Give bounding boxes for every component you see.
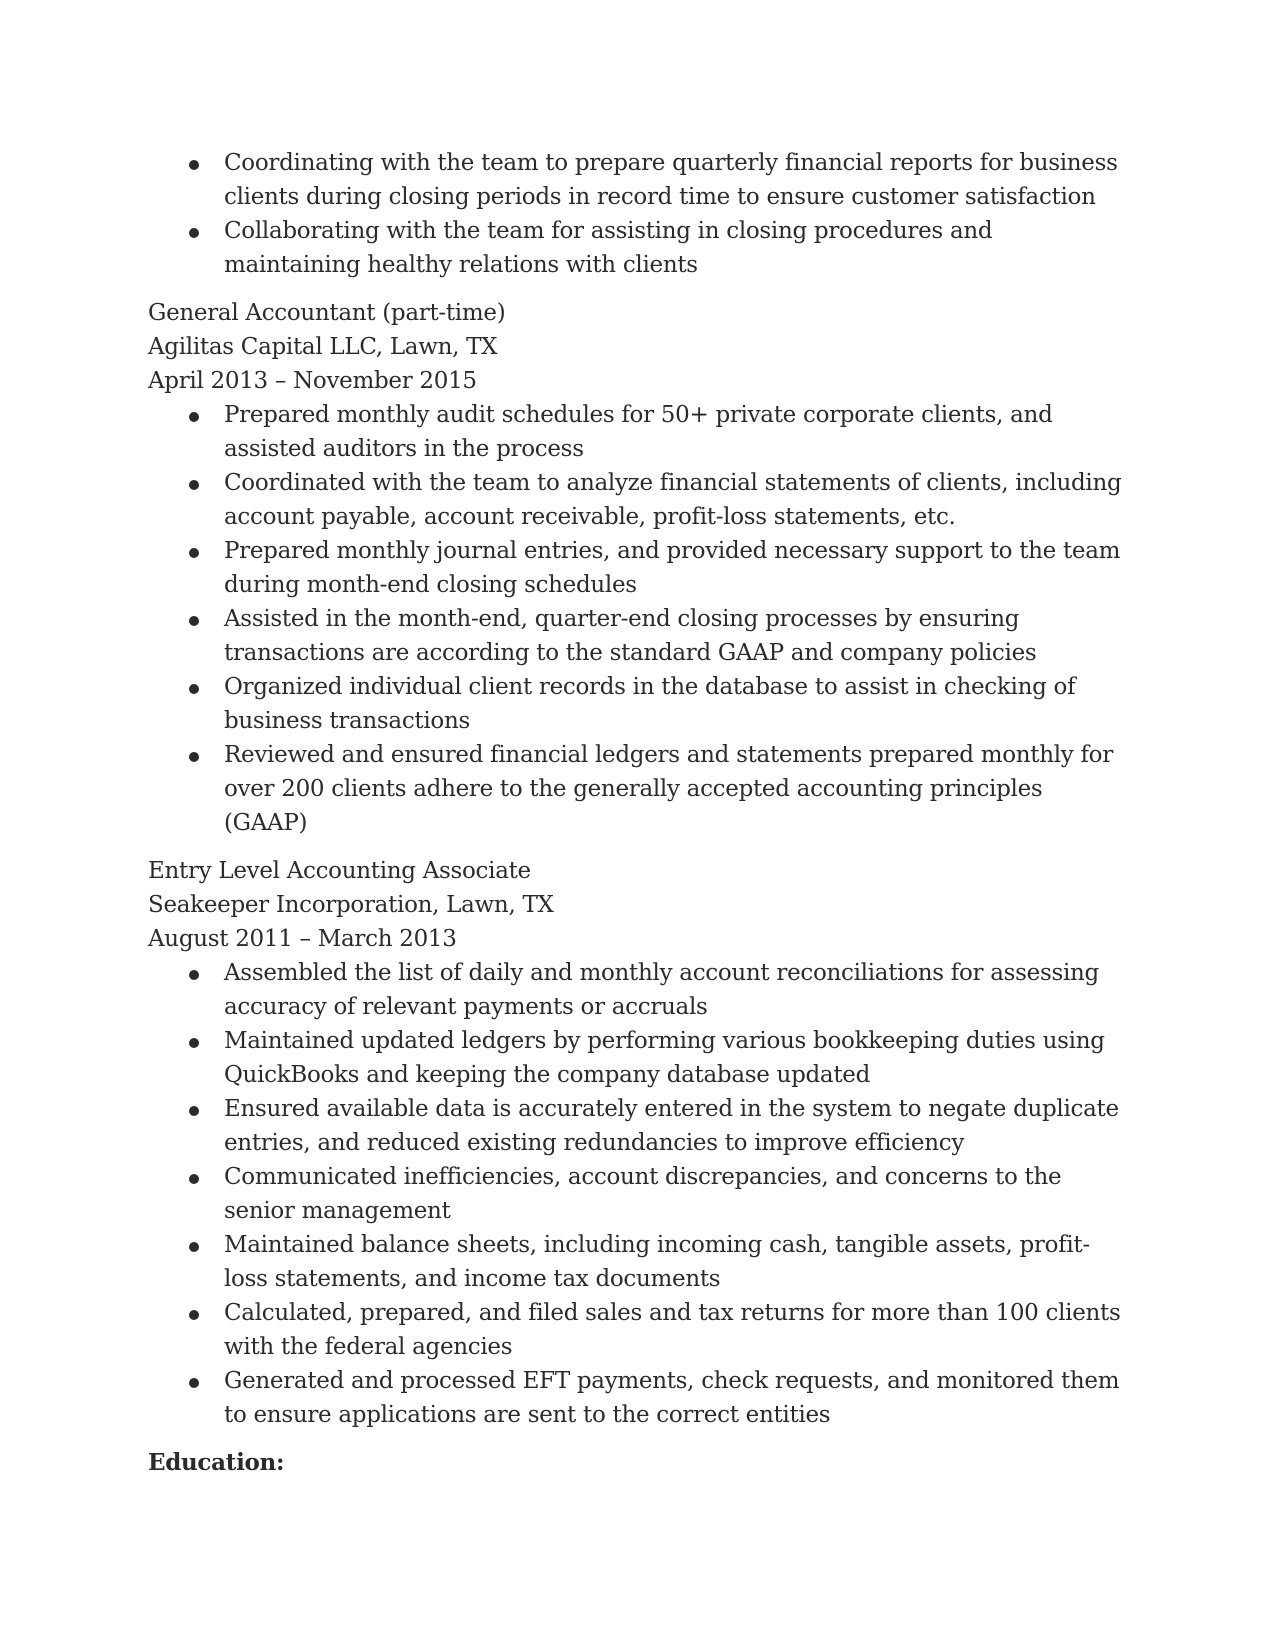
list-item: Prepared monthly audit schedules for 50+ private corporate clients, and assisted auditors in the process <box>148 398 1128 466</box>
bullet-icon <box>189 1106 199 1116</box>
bullet-icon <box>189 752 199 762</box>
job-company: Seakeeper Incorporation, Lawn, TX <box>148 892 554 918</box>
bullet-icon <box>189 1038 199 1048</box>
bullet-icon <box>189 684 199 694</box>
job-dates: April 2013 – November 2015 <box>148 368 477 394</box>
bullet-icon <box>189 480 199 490</box>
bullet-icon <box>189 548 199 558</box>
bullet-icon <box>189 616 199 626</box>
education-heading: Education: <box>148 1449 285 1476</box>
job-title: Entry Level Accounting Associate <box>148 858 531 884</box>
resume-content <box>148 146 1128 1480</box>
list-item: Communicated inefficiencies, account discrepancies, and concerns to the senior management <box>148 1160 1128 1228</box>
list-item: Calculated, prepared, and filed sales and tax returns for more than 100 clients with the federal agencies <box>148 1296 1128 1364</box>
job-bullets <box>148 398 1128 840</box>
bullet-icon <box>189 228 199 238</box>
list-item: Reviewed and ensured financial ledgers and statements prepared monthly for over 200 clients adhere to the generally accepted accounting principles (GAAP) <box>148 738 1128 840</box>
bullet-icon <box>189 160 199 170</box>
bullet-icon <box>189 1174 199 1184</box>
list-item: Ensured available data is accurately entered in the system to negate duplicate entries, and reduced existing redundancies to improve efficiency <box>148 1092 1128 1160</box>
list-item: Collaborating with the team for assisting in closing procedures and maintaining healthy relations with clients <box>148 214 1128 282</box>
bullet-icon <box>189 1310 199 1320</box>
job-entry-level-associate <box>148 854 1128 1432</box>
list-item: Coordinated with the team to analyze financial statements of clients, including account payable, account receivable, profit-loss statements, etc. <box>148 466 1128 534</box>
list-item: Maintained updated ledgers by performing various bookkeeping duties using QuickBooks and keeping the company database updated <box>148 1024 1128 1092</box>
previous-job-bullets <box>148 146 1128 282</box>
bullet-icon <box>189 970 199 980</box>
list-item: Prepared monthly journal entries, and provided necessary support to the team during month-end closing schedules <box>148 534 1128 602</box>
list-item: Generated and processed EFT payments, check requests, and monitored them to ensure applications are sent to the correct entities <box>148 1364 1128 1432</box>
list-item: Maintained balance sheets, including incoming cash, tangible assets, profit-loss statements, and income tax documents <box>148 1228 1128 1296</box>
bullet-icon <box>189 412 199 422</box>
job-title: General Accountant (part-time) <box>148 300 506 326</box>
bullet-icon <box>189 1242 199 1252</box>
bullet-icon <box>189 1378 199 1388</box>
list-item: Assembled the list of daily and monthly account reconciliations for assessing accuracy of relevant payments or accruals <box>148 956 1128 1024</box>
job-bullets <box>148 956 1128 1432</box>
list-item: Organized individual client records in the database to assist in checking of business transactions <box>148 670 1128 738</box>
job-general-accountant <box>148 296 1128 840</box>
job-dates: August 2011 – March 2013 <box>148 926 457 952</box>
list-item: Assisted in the month-end, quarter-end closing processes by ensuring transactions are according to the standard GAAP and company policies <box>148 602 1128 670</box>
list-item: Coordinating with the team to prepare quarterly financial reports for business clients during closing periods in record time to ensure customer satisfaction <box>148 146 1128 214</box>
job-company: Agilitas Capital LLC, Lawn, TX <box>148 334 498 360</box>
